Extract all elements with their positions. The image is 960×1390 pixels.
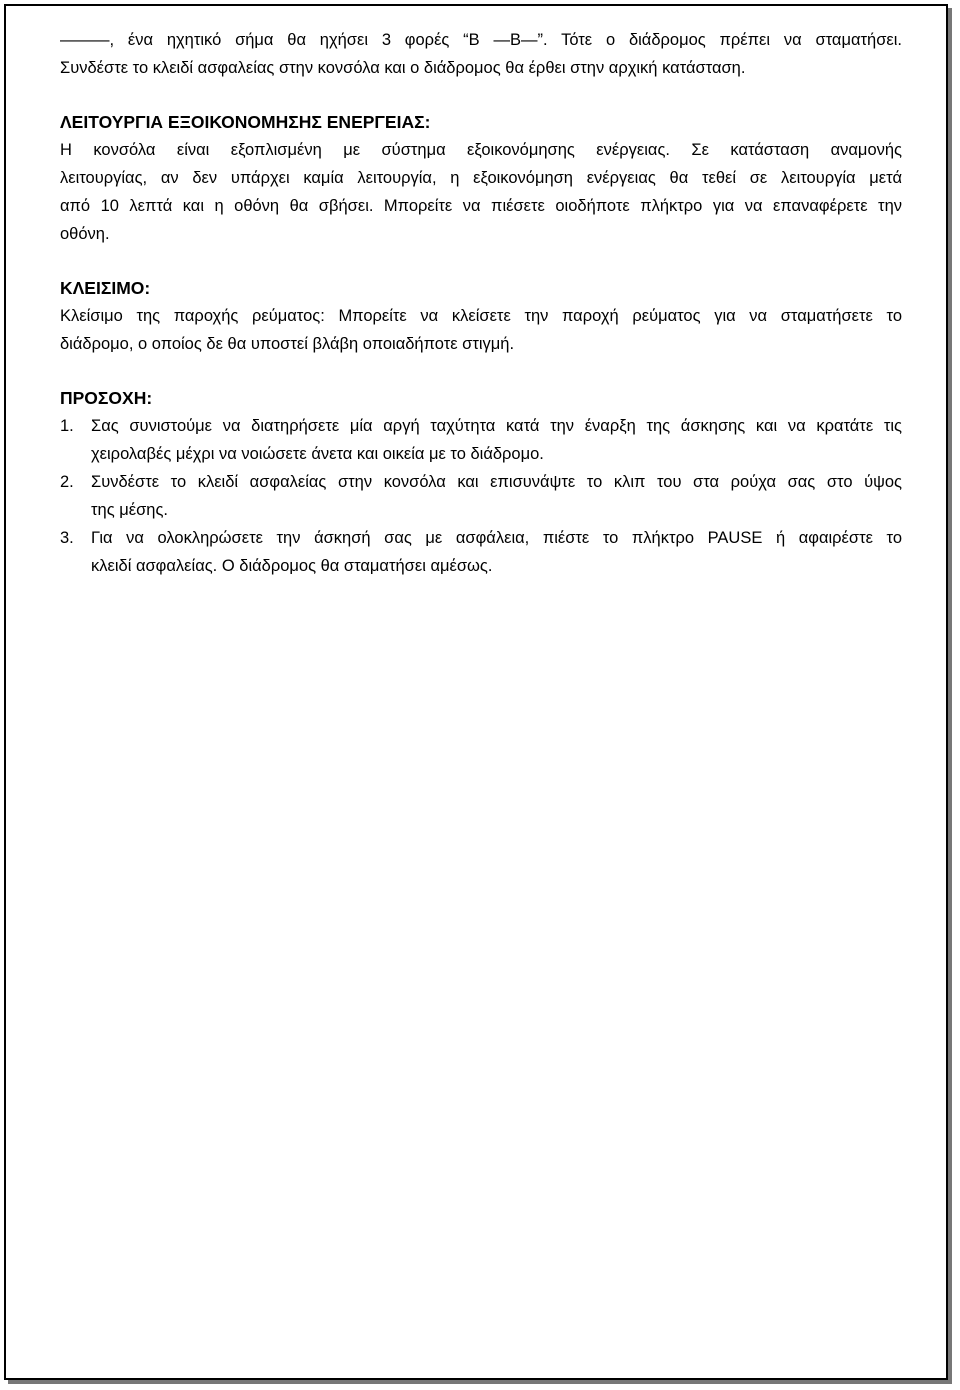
shutdown-section <box>60 274 902 358</box>
energy-line-4: οθόνη. <box>60 225 110 243</box>
intro-line-1: ———, ένα ηχητικό σήμα θα ηχήσει 3 φορές “Β —Β—”. Τότε ο διάδρομος πρέπει να σταματήσει. <box>60 31 902 49</box>
caution-heading: ΠΡΟΣΟΧΗ: <box>60 388 153 408</box>
caution-item-2-line-1: Συνδέστε το κλειδί ασφαλείας στην κονσόλα και επισυνάψτε το κλιπ του στα ρούχα σας στο ύψος <box>91 473 902 491</box>
caution-item-1-line-2: χειρολαβές μέχρι να νοιώσετε άνετα και οικεία με το διάδρομο. <box>91 445 544 463</box>
energy-line-3: από 10 λεπτά και η οθόνη θα σβήσει. Μπορείτε να πιέσετε οιοδήποτε πλήκτρο για να επαναφέρετε την <box>60 197 902 215</box>
energy-saving-heading: ΛΕΙΤΟΥΡΓΙΑ ΕΞΟΙΚΟΝΟΜΗΣΗΣ ΕΝΕΡΓΕΙΑΣ: <box>60 112 431 132</box>
list-number: 3. <box>60 529 74 547</box>
caution-item-2-line-2: της μέσης. <box>91 501 168 519</box>
document-body <box>60 26 902 580</box>
caution-item-3-line-2: κλειδί ασφαλείας. Ο διάδρομος θα σταματήσει αμέσως. <box>91 557 493 575</box>
caution-item-3-line-1: Για να ολοκληρώσετε την άσκησή σας με ασφάλεια, πιέστε το πλήκτρο PAUSE ή αφαιρέστε το <box>91 529 902 547</box>
caution-list-item <box>60 412 902 468</box>
shutdown-paragraph <box>60 302 902 358</box>
shutdown-line-2: διάδρομο, ο οποίος δε θα υποστεί βλάβη οποιαδήποτε στιγμή. <box>60 335 515 353</box>
caution-item-1-line-1: Σας συνιστούμε να διατηρήσετε μία αργή ταχύτητα κατά την έναρξη της άσκησης και να κρατάτε τις <box>91 417 902 435</box>
intro-paragraph <box>60 26 902 82</box>
energy-saving-section <box>60 108 902 248</box>
list-number: 2. <box>60 473 74 491</box>
energy-saving-paragraph <box>60 136 902 248</box>
energy-line-1: Η κονσόλα είναι εξοπλισμένη με σύστημα εξοικονόμησης ενέργειας. Σε κατάσταση αναμονής <box>60 141 902 159</box>
caution-list-item <box>60 468 902 524</box>
shutdown-heading: ΚΛΕΙΣΙΜΟ: <box>60 278 151 298</box>
energy-line-2: λειτουργίας, αν δεν υπάρχει καμία λειτουργία, η εξοικονόμηση ενέργειας θα τεθεί σε λειτουργία μετά <box>60 169 902 187</box>
intro-line-2: Συνδέστε το κλειδί ασφαλείας στην κονσόλα και ο διάδρομος θα έρθει στην αρχική κατάσταση. <box>60 59 746 77</box>
list-number: 1. <box>60 417 74 435</box>
shutdown-line-1: Κλείσιμο της παροχής ρεύματος: Μπορείτε να κλείσετε την παροχή ρεύματος για να σταματήσετε το <box>60 307 902 325</box>
caution-list-item <box>60 524 902 580</box>
caution-section <box>60 384 902 580</box>
